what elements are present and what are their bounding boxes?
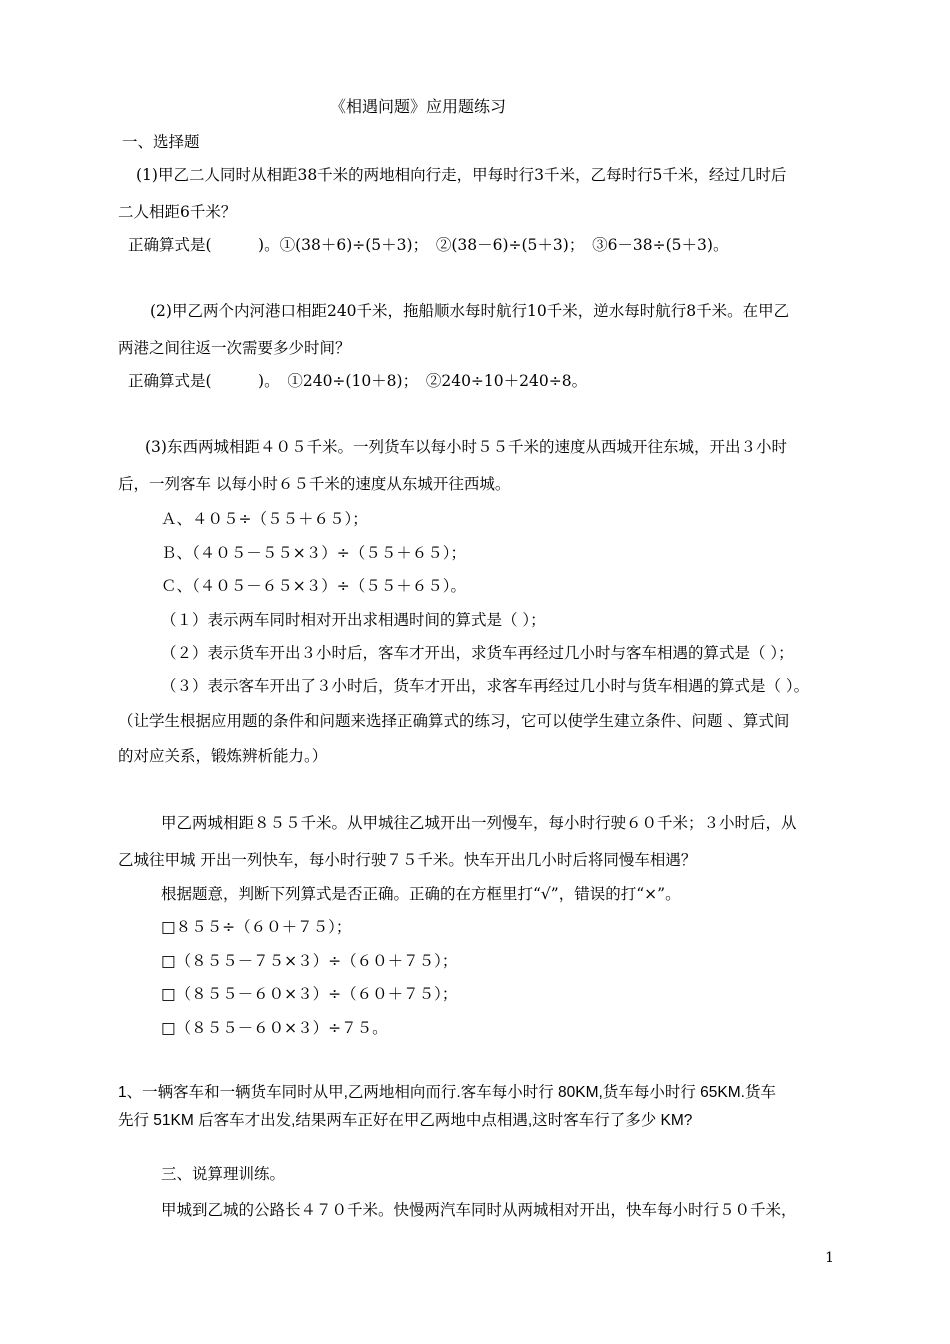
section-heading-reasoning: 三、说算理训练。 bbox=[161, 1165, 286, 1183]
q3-sub3: （３）表示客车开出了３小时后，货车才开出，求客车再经过几小时与货车相遇的算式是（ ）。 bbox=[161, 677, 810, 695]
q3-note-line2: 的对应关系，锻炼辨析能力。） bbox=[118, 747, 328, 765]
q4-option3: □（８５５－６０×３）÷（６０＋７５）； bbox=[161, 985, 458, 1003]
q3-option-c: Ｃ、（４０５－６５×３）÷（５５＋６５）。 bbox=[161, 577, 466, 595]
q3-sub1: （１）表示两车同时相对开出求相遇时间的算式是（ ）； bbox=[161, 611, 546, 629]
q3-line1: (3)东西两城相距４０５千米。一列货车以每小时５５千米的速度从西城开往东城，开出３小时 bbox=[145, 438, 787, 456]
q3-sub2: （２）表示货车开出３小时后，客车才开出，求货车再经过几小时与客车相遇的算式是（ ）； bbox=[161, 644, 794, 662]
q4-option1: □８５５÷（６０＋７５）； bbox=[161, 918, 352, 936]
document-title: 《相遇问题》应用题练习 bbox=[330, 97, 507, 116]
q4-option4: □（８５５－６０×３）÷７５。 bbox=[161, 1019, 388, 1037]
q4-option2: □（８５５－７５×３）÷（６０＋７５）； bbox=[161, 952, 458, 970]
q2-answer: 正确算式是( )。 ①240÷(10＋8)； ②240÷10＋240÷8。 bbox=[128, 372, 588, 390]
q4-line1: 甲乙两城相距８５５千米。从甲城往乙城开出一列慢车，每小时行驶６０千米；３小时后，从 bbox=[161, 814, 797, 832]
q1-line2: 二人相距6千米？ bbox=[118, 203, 237, 221]
q3-option-a: Ａ、４０５÷（５５＋６５）； bbox=[161, 510, 368, 528]
q5-line1: 1、一辆客车和一辆货车同时从甲,乙两地相向而行.客车每小时行 80KM,货车每小时行 65KM.货车 bbox=[118, 1084, 776, 1101]
q3-note-line1: （让学生根据应用题的条件和问题来选择正确算式的练习，它可以使学生建立条件、问题 、算式间 bbox=[118, 712, 790, 730]
q3-line2: 后，一列客车 以每小时６５千米的速度从东城开往西城。 bbox=[118, 475, 511, 493]
q3-option-b: Ｂ、（４０５－５５×３）÷（５５＋６５）； bbox=[161, 544, 466, 562]
section-heading-choice: 一、选择题 bbox=[122, 133, 200, 151]
q5-line2: 先行 51KM 后客车才出发,结果两车正好在甲乙两地中点相遇,这时客车行了多少 KM? bbox=[118, 1112, 693, 1129]
page-number: 1 bbox=[825, 1250, 834, 1266]
q6-line1: 甲城到乙城的公路长４７０千米。快慢两汽车同时从两城相对开出，快车每小时行５０千米， bbox=[161, 1201, 797, 1219]
q2-line1: (2)甲乙两个内河港口相距240千米，拖船顺水每时航行10千米，逆水每时航行8千米。在甲乙 bbox=[150, 302, 790, 320]
q2-line2: 两港之间往返一次需要多少时间？ bbox=[118, 339, 351, 357]
q4-instruction: 根据题意，判断下列算式是否正确。正确的在方框里打“√”，错误的打“×”。 bbox=[161, 885, 681, 903]
q1-line1: (1)甲乙二人同时从相距38千米的两地相向行走，甲每时行3千米，乙每时行5千米，经过几时后 bbox=[136, 166, 787, 184]
q1-answer: 正确算式是( )。①(38＋6)÷(5＋3)； ②(38－6)÷(5＋3)； ③6－38÷(5＋3)。 bbox=[128, 236, 729, 254]
q4-line2: 乙城往甲城 开出一列快车，每小时行驶７５千米。快车开出几小时后将同慢车相遇？ bbox=[118, 851, 697, 869]
